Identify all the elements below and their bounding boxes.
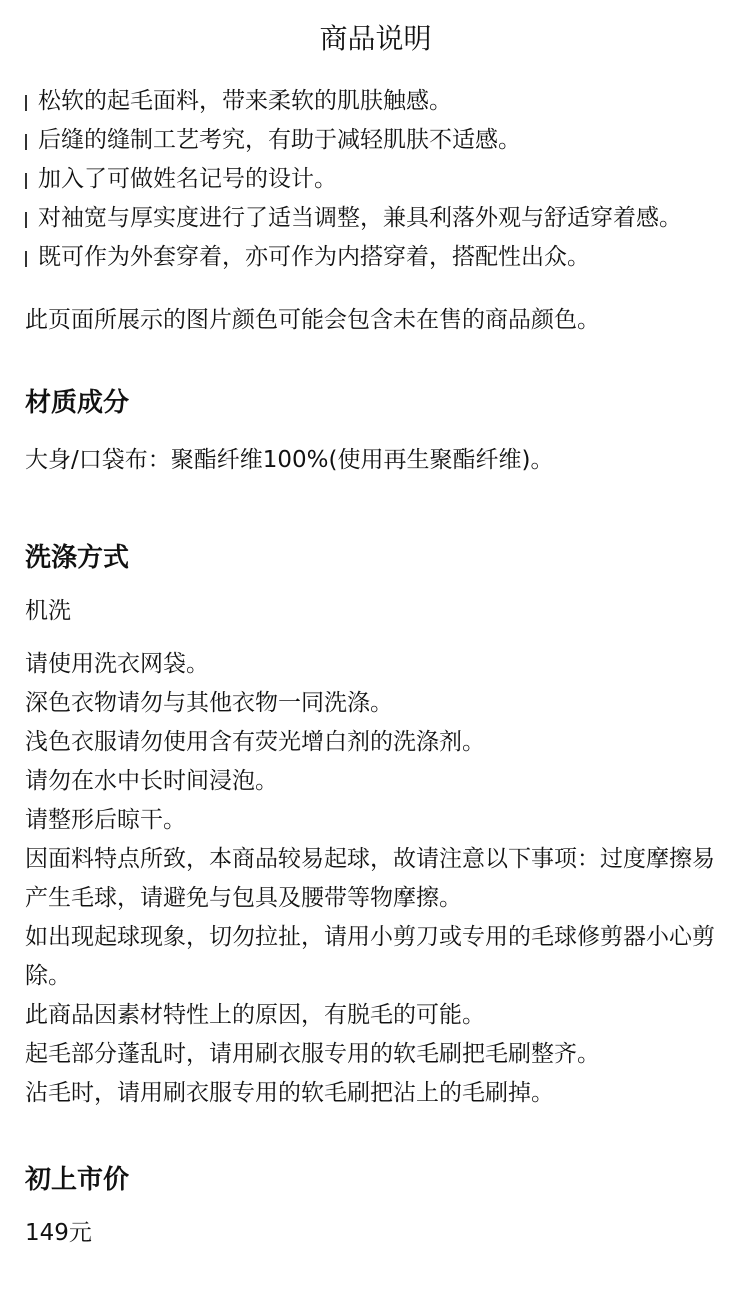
feature-item: 加入了可做姓名记号的设计。: [25, 160, 726, 199]
washing-instruction-item: 请勿在水中长时间浸泡。: [25, 768, 278, 794]
feature-list: [25, 82, 726, 277]
washing-heading: 洗涤方式: [25, 543, 130, 573]
feature-item: 松软的起毛面料，带来柔软的肌肤触感。: [25, 82, 726, 121]
feature-item: 既可作为外套穿着，亦可作为内搭穿着，搭配性出众。: [25, 238, 726, 277]
washing-instruction-item: 请整形后晾干。: [25, 807, 186, 833]
washing-instruction-item: 因面料特点所致，本商品较易起球，故请注意以下事项：过度摩擦易产生毛球，请避免与包具及腰带等物摩擦。: [25, 846, 715, 911]
washing-instruction-item: 此商品因素材特性上的原因，有脱毛的可能。: [25, 1002, 485, 1028]
washing-instruction-item: 沾毛时，请用刷衣服专用的软毛刷把沾上的毛刷掉。: [25, 1080, 554, 1106]
page-title: 商品说明: [319, 22, 432, 55]
feature-item: 后缝的缝制工艺考究，有助于减轻肌肤不适感。: [25, 121, 726, 160]
material-heading: 材质成分: [25, 388, 130, 418]
price-value: 149元: [25, 1220, 92, 1246]
washing-instruction-item: 起毛部分蓬乱时，请用刷衣服专用的软毛刷把毛刷整齐。: [25, 1041, 600, 1067]
washing-method: 机洗: [25, 598, 71, 624]
feature-item: 对袖宽与厚实度进行了适当调整，兼具利落外观与舒适穿着感。: [25, 199, 726, 238]
washing-instruction-item: 请使用洗衣网袋。: [25, 651, 209, 677]
washing-instruction-item: 如出现起球现象，切勿拉扯，请用小剪刀或专用的毛球修剪器小心剪除。: [25, 924, 715, 989]
color-note: 此页面所展示的图片颜色可能会包含未在售的商品颜色。: [25, 307, 600, 333]
washing-instructions: [25, 645, 726, 1113]
material-text: 大身/口袋布：聚酯纤维100%(使用再生聚酯纤维)。: [25, 447, 554, 473]
price-heading: 初上市价: [25, 1165, 130, 1195]
washing-instruction-item: 浅色衣服请勿使用含有荧光增白剂的洗涤剂。: [25, 729, 485, 755]
washing-instruction-item: 深色衣物请勿与其他衣物一同洗涤。: [25, 690, 393, 716]
